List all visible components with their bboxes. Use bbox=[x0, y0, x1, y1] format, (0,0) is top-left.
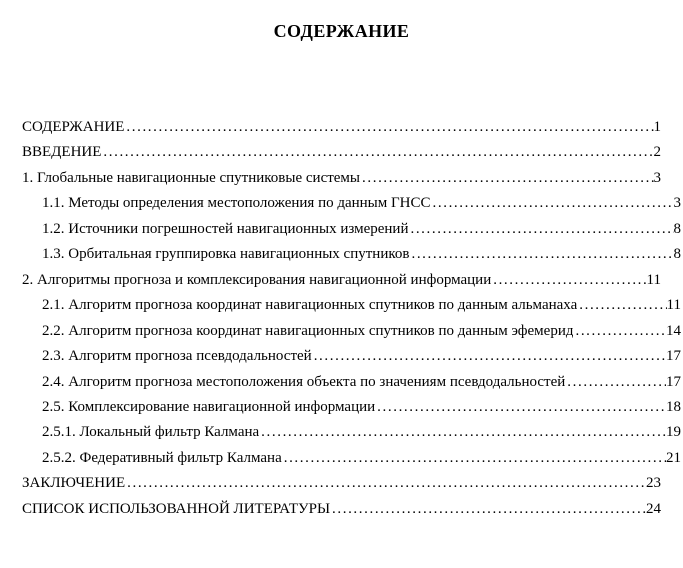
toc-entry-page-number: 11 bbox=[666, 297, 681, 314]
toc-leader-dots bbox=[332, 497, 646, 522]
toc-entry-page-number: 8 bbox=[673, 220, 681, 237]
toc-entry-label: 2.5.2. Федеративный фильтр Калмана bbox=[42, 449, 282, 466]
toc-entry-label: 1. Глобальные навигационные спутниковые системы bbox=[22, 169, 361, 186]
toc-leader-dots bbox=[411, 242, 673, 267]
toc-entry-page-number: 14 bbox=[666, 322, 681, 339]
table-of-contents bbox=[22, 115, 681, 522]
toc-entry[interactable] bbox=[22, 217, 681, 242]
toc-entry-label: СОДЕРЖАНИЕ bbox=[22, 119, 125, 135]
toc-entry-label: 2.4. Алгоритм прогноза местоположения объекта по значениям псевдодальностей bbox=[42, 373, 566, 390]
toc-entry-label: 2.5.1. Локальный фильтр Калмана bbox=[42, 424, 260, 441]
toc-leader-dots bbox=[575, 319, 666, 344]
toc-entry-page-number: 24 bbox=[646, 500, 661, 517]
toc-entry[interactable] bbox=[22, 191, 681, 216]
toc-entry-label: 2.2. Алгоритм прогноза координат навигационных спутников по данным эфемерид bbox=[42, 322, 574, 339]
toc-entry-page-number: 11 bbox=[646, 271, 661, 288]
toc-entry[interactable] bbox=[22, 140, 661, 165]
toc-entry-page-number: 3 bbox=[673, 195, 681, 212]
toc-entry-label: 2.1. Алгоритм прогноза координат навигационных спутников по данным альманаха bbox=[42, 297, 578, 314]
toc-leader-dots bbox=[127, 471, 646, 496]
toc-entry-page-number: 8 bbox=[673, 246, 681, 263]
toc-entry-page-number: 23 bbox=[646, 475, 661, 492]
toc-leader-dots bbox=[493, 268, 646, 293]
toc-entry[interactable] bbox=[22, 242, 681, 267]
toc-entry[interactable] bbox=[22, 344, 681, 369]
toc-entry[interactable] bbox=[22, 166, 661, 191]
toc-entry[interactable] bbox=[22, 497, 661, 522]
toc-entry-page-number: 2 bbox=[653, 144, 661, 161]
toc-entry-page-number: 21 bbox=[666, 449, 681, 466]
toc-leader-dots bbox=[410, 217, 673, 242]
toc-leader-dots bbox=[284, 446, 666, 471]
toc-leader-dots bbox=[362, 166, 653, 191]
toc-leader-dots bbox=[433, 191, 674, 216]
toc-entry-label: 1.3. Орбитальная группировка навигационных спутников bbox=[42, 246, 410, 263]
toc-entry-page-number: 17 bbox=[666, 373, 681, 390]
document-title: СОДЕРЖАНИЕ bbox=[273, 21, 410, 41]
toc-entry-label: 1.2. Источники погрешностей навигационных измерений bbox=[42, 220, 409, 237]
toc-entry[interactable] bbox=[22, 395, 681, 420]
toc-entry[interactable] bbox=[22, 420, 681, 445]
toc-entry-page-number: 1 bbox=[653, 119, 661, 135]
toc-leader-dots bbox=[579, 293, 666, 318]
toc-entry[interactable] bbox=[22, 319, 681, 344]
toc-entry-label: 2.5. Комплексирование навигационной информации bbox=[42, 398, 376, 415]
toc-entry[interactable] bbox=[22, 293, 681, 318]
toc-entry-page-number: 19 bbox=[666, 424, 681, 441]
toc-leader-dots bbox=[314, 344, 666, 369]
toc-leader-dots bbox=[377, 395, 666, 420]
toc-entry-page-number: 18 bbox=[666, 398, 681, 415]
toc-entry-label: 2.3. Алгоритм прогноза псевдодальностей bbox=[42, 348, 312, 365]
toc-entry-page-number: 17 bbox=[666, 348, 681, 365]
toc-entry-label: СПИСОК ИСПОЛЬЗОВАННОЙ ЛИТЕРАТУРЫ bbox=[22, 500, 331, 517]
toc-entry[interactable] bbox=[22, 115, 661, 140]
toc-entry-label: 2. Алгоритмы прогноза и комплексирования навигационной информации bbox=[22, 271, 492, 288]
toc-entry[interactable] bbox=[22, 268, 661, 293]
toc-entry-label: ЗАКЛЮЧЕНИЕ bbox=[22, 475, 126, 492]
toc-leader-dots bbox=[103, 140, 653, 165]
toc-entry-label: 1.1. Методы определения местоположения по данным ГНСС bbox=[42, 195, 431, 212]
toc-entry[interactable] bbox=[22, 370, 681, 395]
toc-entry-page-number: 3 bbox=[653, 169, 661, 186]
toc-entry-label: ВВЕДЕНИЕ bbox=[22, 144, 102, 161]
toc-leader-dots bbox=[567, 370, 666, 395]
toc-entry[interactable] bbox=[22, 471, 661, 496]
toc-leader-dots bbox=[126, 115, 653, 140]
toc-entry[interactable] bbox=[22, 446, 681, 471]
toc-leader-dots bbox=[261, 420, 666, 445]
